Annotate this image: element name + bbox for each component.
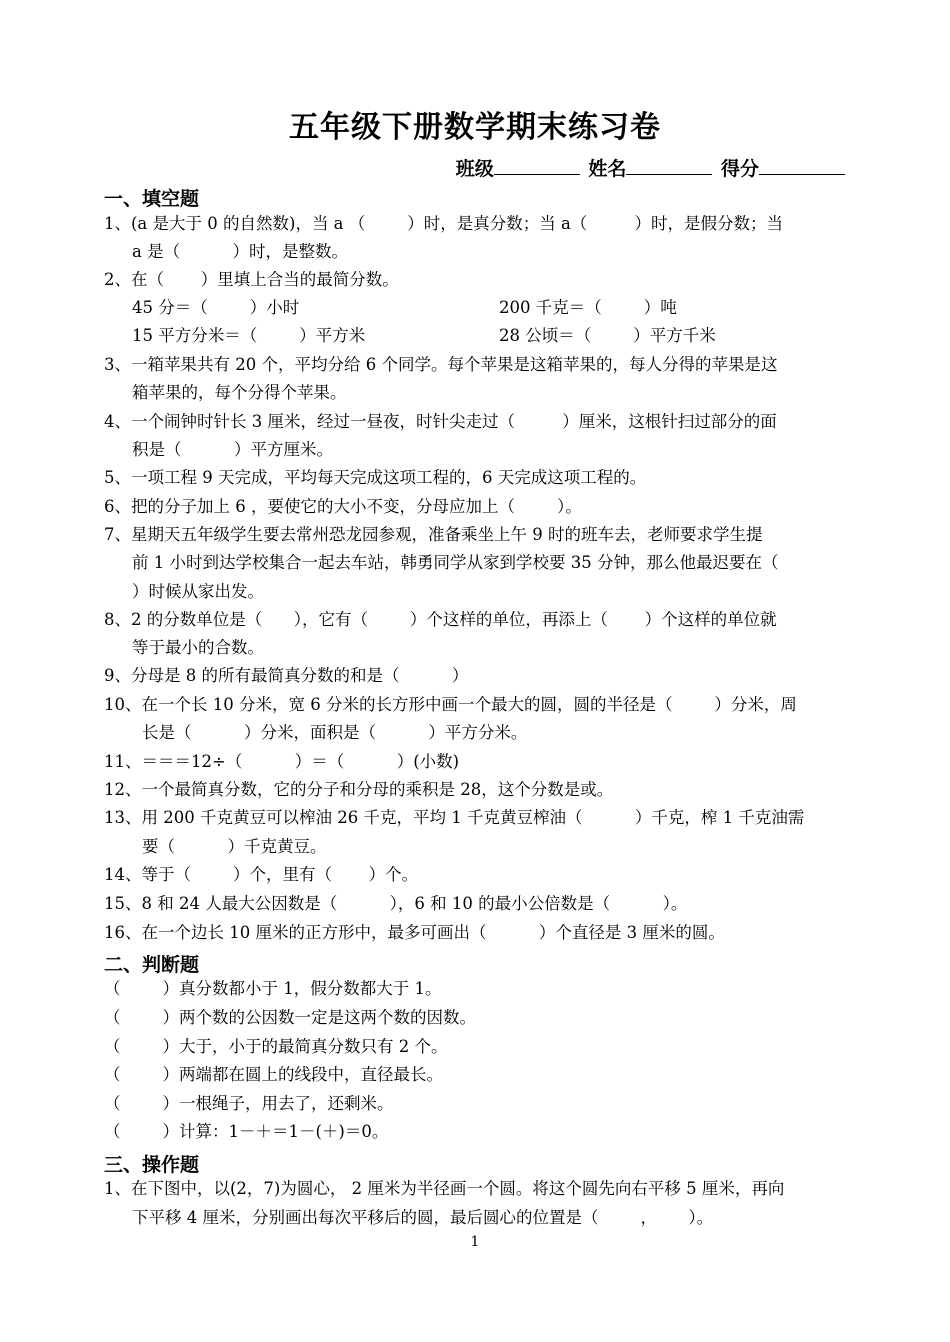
question-10-line-2: 长是（ ）分米，面积是（ ）平方分米。 xyxy=(142,723,528,742)
question-2: 2、在（ ）里填上合当的最简分数。 xyxy=(104,270,399,289)
question-4-line-1: 4、一个闹钟时针长 3 厘米，经过一昼夜，时针尖走过（ ）厘米，这根针扫过部分的面 xyxy=(104,412,777,431)
section-fill-in-heading: 一、填空题 xyxy=(104,188,200,210)
question-2-item-a: 45 分＝（ ）小时 xyxy=(132,298,300,317)
name-label: 姓名 xyxy=(588,158,627,180)
question-3-line-1: 3、一箱苹果共有 20 个，平均分给 6 个同学。每个苹果是这箱苹果的，每人分得的苹果是这 xyxy=(104,355,778,374)
question-7-line-2: 前 1 小时到达学校集合一起去车站，韩勇同学从家到学校要 35 分钟，那么他最迟要在（ xyxy=(132,553,779,572)
class-label: 班级 xyxy=(455,158,494,180)
question-6: 6、把的分子加上 6 ，要使它的大小不变，分母应加上（ ）。 xyxy=(104,497,582,516)
class-blank[interactable] xyxy=(494,156,580,175)
question-7-line-3: ）时候从家出发。 xyxy=(132,582,264,601)
question-16: 16、在一个边长 10 厘米的正方形中，最多可画出（ ）个直径是 3 厘米的圆。 xyxy=(104,923,725,942)
question-15: 15、8 和 24 人最大公因数是（ ），6 和 10 的最小公倍数是（ ）。 xyxy=(104,894,688,913)
section-true-false-heading: 二、判断题 xyxy=(104,954,200,976)
question-8-line-2: 等于最小的合数。 xyxy=(132,638,264,657)
question-2-item-c: 15 平方分米＝（ ）平方米 xyxy=(132,326,366,345)
question-10-line-1: 10、在一个长 10 分米，宽 6 分米的长方形中画一个最大的圆，圆的半径是（ ）分米，周 xyxy=(104,695,797,714)
name-blank[interactable] xyxy=(626,156,712,175)
judgment-2: （ ）两个数的公因数一定是这两个数的因数。 xyxy=(104,1008,476,1027)
judgment-6: （ ）计算：1－＋＝1－(＋)＝0。 xyxy=(104,1122,389,1141)
student-info xyxy=(456,154,847,181)
judgment-3: （ ）大于，小于的最简真分数只有 2 个。 xyxy=(104,1037,448,1056)
question-11: 11、＝＝＝12÷（ ）＝（ ）(小数) xyxy=(104,752,460,771)
score-label: 得分 xyxy=(720,158,759,180)
question-2-item-d: 28 公顷＝（ ）平方千米 xyxy=(499,326,716,345)
operation-1-line-2: 下平移 4 厘米，分别画出每次平移后的圆，最后圆心的位置是（ ， ）。 xyxy=(132,1208,714,1227)
section-operation-heading: 三、操作题 xyxy=(104,1154,200,1176)
question-12: 12、一个最简真分数，它的分子和分母的乘积是 28，这个分数是或。 xyxy=(104,780,614,799)
question-14: 14、等于（ ）个，里有（ ）个。 xyxy=(104,865,419,884)
page-number: 1 xyxy=(470,1234,480,1250)
question-3-line-2: 箱苹果的，每个分得个苹果。 xyxy=(132,383,347,402)
question-4-line-2: 积是（ ）平方厘米。 xyxy=(132,440,333,459)
question-7-line-1: 7、星期天五年级学生要去常州恐龙园参观，准备乘坐上午 9 时的班车去，老师要求学生提 xyxy=(104,525,763,544)
judgment-1: （ ）真分数都小于 1，假分数都大于 1。 xyxy=(104,979,442,998)
judgment-5: （ ）一根绳子，用去了，还剩米。 xyxy=(104,1094,394,1113)
question-8-line-1: 8、2 的分数单位是（ ），它有（ ）个这样的单位，再添上（ ）个这样的单位就 xyxy=(104,610,777,629)
question-9: 9、分母是 8 的所有最简真分数的和是（ ） xyxy=(104,666,469,685)
judgment-4: （ ）两端都在圆上的线段中，直径最长。 xyxy=(104,1065,443,1084)
question-13-line-2: 要（ ）千克黄豆。 xyxy=(142,837,327,856)
question-1-line-2: a 是（ ）时，是整数。 xyxy=(132,242,349,261)
page-title: 五年级下册数学期末练习卷 xyxy=(289,110,661,145)
question-2-item-b: 200 千克＝（ ）吨 xyxy=(499,298,677,317)
question-1-line-1: 1、(a 是大于 0 的自然数)，当 a （ ）时，是真分数；当 a（ ）时，是假分数；当 xyxy=(104,214,784,233)
operation-1-line-1: 1、在下图中，以(2，7)为圆心， 2 厘米为半径画一个圆。将这个圆先向右平移 5 厘米，再向 xyxy=(104,1179,785,1198)
question-5: 5、一项工程 9 天完成，平均每天完成这项工程的，6 天完成这项工程的。 xyxy=(104,468,647,487)
question-13-line-1: 13、用 200 千克黄豆可以榨油 26 千克，平均 1 千克黄豆榨油（ ）千克，榨 1 千克油需 xyxy=(104,808,805,827)
score-blank[interactable] xyxy=(759,156,845,175)
